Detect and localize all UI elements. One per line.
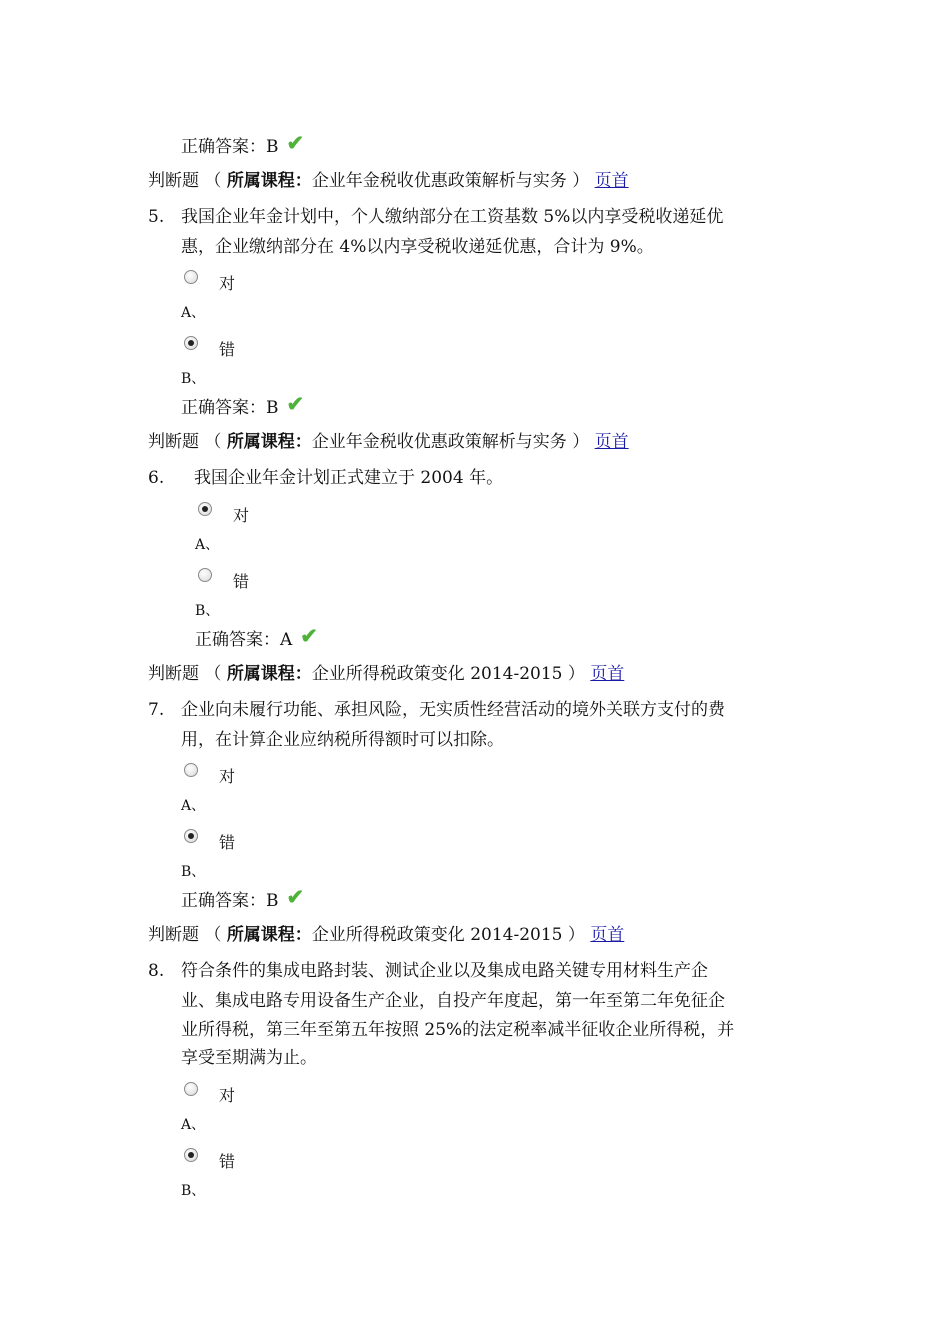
- question-8-header: [148, 920, 624, 950]
- question-8-text-line-2: 业、集成电路专用设备生产企业，自投产年度起，第一年至第二年免征企: [181, 991, 725, 1011]
- option-a-label: 对: [233, 506, 250, 525]
- option-b-label: 错: [219, 340, 236, 359]
- option-b-radio[interactable]: [198, 568, 212, 582]
- home-link[interactable]: 页首: [594, 171, 629, 191]
- option-b-letter: B、: [195, 603, 220, 619]
- check-icon: ✔: [286, 884, 305, 909]
- paren-open: （: [204, 925, 222, 945]
- question-7-header: [148, 659, 624, 689]
- home-link[interactable]: 页首: [590, 925, 625, 945]
- question-type: 判断题: [148, 664, 199, 684]
- option-b-label: 错: [219, 1152, 236, 1171]
- option-a-letter: A、: [181, 1117, 206, 1133]
- option-a-label: 对: [219, 767, 236, 786]
- correct-answer-6: [195, 623, 318, 655]
- check-icon: ✔: [286, 130, 305, 155]
- question-8-text-line-1: 符合条件的集成电路封装、测试企业以及集成电路关键专用材料生产企: [181, 961, 708, 981]
- option-a-label: 对: [219, 1086, 236, 1105]
- answer-label: 正确答案：: [181, 398, 266, 418]
- check-icon: ✔: [300, 623, 318, 648]
- question-type: 判断题: [148, 925, 199, 945]
- answer-value: B: [266, 137, 279, 157]
- course-label: 所属课程：: [226, 171, 312, 191]
- option-b-radio[interactable]: [184, 336, 198, 350]
- paren-close: ）: [572, 432, 590, 452]
- question-8-number: 8.: [148, 961, 165, 981]
- paren-open: （: [204, 432, 222, 452]
- home-link[interactable]: 页首: [590, 664, 625, 684]
- correct-answer-5: [181, 391, 304, 423]
- option-b-letter: B、: [181, 1183, 206, 1199]
- correct-answer-prev: [181, 130, 304, 162]
- option-b-radio[interactable]: [184, 829, 198, 843]
- question-6-number: 6.: [148, 468, 165, 488]
- option-b-letter: B、: [181, 371, 206, 387]
- option-a-radio[interactable]: [184, 270, 198, 284]
- option-a-letter: A、: [181, 305, 206, 321]
- question-5-header: [148, 166, 629, 196]
- home-link[interactable]: 页首: [594, 432, 629, 452]
- paren-open: （: [204, 171, 222, 191]
- option-b-label: 错: [219, 833, 236, 852]
- paren-close: ）: [572, 171, 590, 191]
- correct-answer-7: [181, 884, 304, 916]
- question-8-text-line-3: 业所得税，第三年至第五年按照 25%的法定税率减半征收企业所得税，并: [181, 1020, 735, 1040]
- option-a-radio[interactable]: [198, 502, 212, 516]
- course-name: 企业所得税政策变化 2014-2015: [311, 664, 563, 684]
- answer-value: B: [266, 398, 279, 418]
- question-5-text-line-2: 惠，企业缴纳部分在 4%以内享受税收递延优惠，合计为 9%。: [181, 237, 654, 257]
- paren-close: ）: [567, 925, 585, 945]
- answer-label: 正确答案：: [195, 630, 280, 650]
- option-b-radio[interactable]: [184, 1148, 198, 1162]
- question-7-number: 7.: [148, 700, 165, 720]
- course-name: 企业年金税收优惠政策解析与实务: [311, 432, 567, 452]
- option-a-radio[interactable]: [184, 763, 198, 777]
- course-name: 企业所得税政策变化 2014-2015: [311, 925, 563, 945]
- question-5-text-line-1: 我国企业年金计划中，个人缴纳部分在工资基数 5%以内享受税收递延优: [181, 207, 724, 227]
- answer-label: 正确答案：: [181, 891, 266, 911]
- option-a-label: 对: [219, 274, 236, 293]
- course-label: 所属课程：: [226, 925, 312, 945]
- answer-value: B: [266, 891, 279, 911]
- option-a-letter: A、: [195, 537, 220, 553]
- question-6-text-line-1: 我国企业年金计划正式建立于 2004 年。: [194, 468, 504, 488]
- paren-close: ）: [567, 664, 585, 684]
- option-b-label: 错: [233, 572, 250, 591]
- answer-label: 正确答案：: [181, 137, 266, 157]
- question-6-header: [148, 427, 629, 457]
- question-8-text-line-4: 享受至期满为止。: [181, 1048, 317, 1068]
- question-type: 判断题: [148, 432, 199, 452]
- question-7-text-line-2: 用，在计算企业应纳税所得额时可以扣除。: [181, 730, 504, 750]
- option-b-letter: B、: [181, 864, 206, 880]
- course-name: 企业年金税收优惠政策解析与实务: [311, 171, 567, 191]
- check-icon: ✔: [286, 391, 305, 416]
- paren-open: （: [204, 664, 222, 684]
- course-label: 所属课程：: [226, 432, 312, 452]
- answer-value: A: [280, 630, 293, 650]
- course-label: 所属课程：: [226, 664, 312, 684]
- option-a-letter: A、: [181, 798, 206, 814]
- question-7-text-line-1: 企业向未履行功能、承担风险，无实质性经营活动的境外关联方支付的费: [181, 700, 725, 720]
- question-type: 判断题: [148, 171, 199, 191]
- option-a-radio[interactable]: [184, 1082, 198, 1096]
- question-5-number: 5.: [148, 207, 165, 227]
